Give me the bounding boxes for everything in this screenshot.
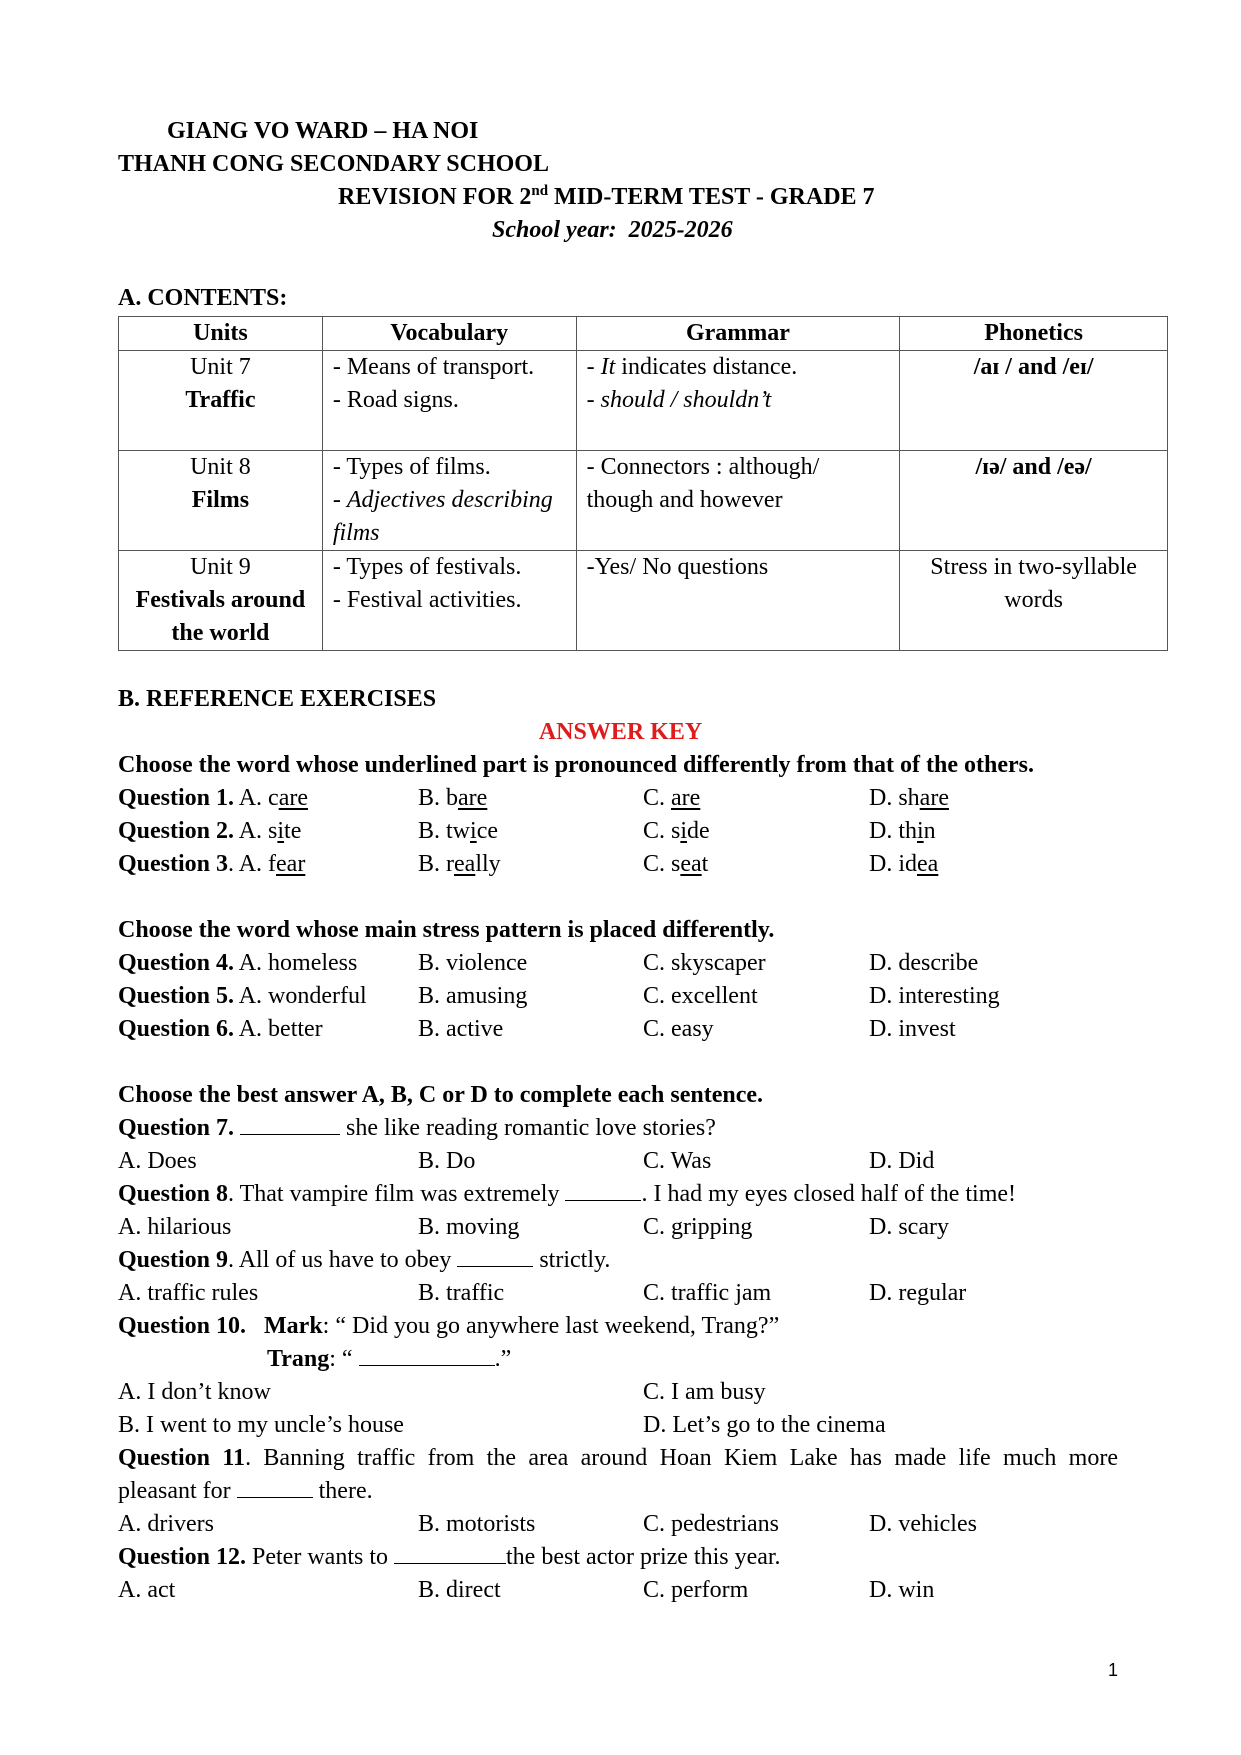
unit-name: Traffic [185,387,256,413]
option-c: C. traffic jam [643,1280,772,1306]
question-8 [118,1178,1016,1211]
grammar-cell: - Connectors : although/ though and however [576,451,900,551]
vocab-cell [322,351,576,451]
option-text: de [687,818,710,844]
option-b: B. Do [418,1148,476,1174]
question-stem: . That vampire film was extremely [228,1181,566,1207]
option-c [643,782,700,815]
vocab-item: - Types of films. [332,454,491,480]
option-c: C. skyscaper [643,950,766,976]
vocab-italic: Adjectives describing films [332,487,553,546]
contents-table [118,316,1168,651]
dialogue-text: .” [494,1346,512,1372]
underlined-part: ea [917,851,939,877]
option-text: D. th [869,818,917,844]
option-c [643,848,708,881]
question-3: Question 3. A. fear [118,851,306,877]
question-stem: strictly. [533,1247,611,1273]
option-a: A. traffic rules [118,1280,259,1306]
option-d: D. describe [869,950,979,976]
dialogue-text: : “ [329,1346,359,1372]
option-c: C. gripping [643,1214,753,1240]
grammar-rest: indicates distance. [615,354,798,380]
page-number: 1 [1108,1660,1119,1680]
question-4 [118,947,357,980]
option-a: A. drivers [118,1511,214,1537]
phonetics-cell: /ɪə/ and /eə/ [900,451,1168,551]
underlined-part: i [680,818,688,844]
question-2 [118,815,301,848]
option-c: C. perform [643,1577,749,1603]
underlined-part: are [458,785,488,811]
question-label: Question 5. [118,983,235,1009]
option-text: te [284,818,302,844]
question-stem: pleasant for [118,1478,237,1504]
question-label: Question 1. [118,785,235,811]
dialogue-reply [267,1343,511,1376]
underlined-part: ea [454,851,476,877]
option-text: A. wonderful [238,983,367,1009]
question-label: Question 9 [118,1247,229,1273]
question-stem: Peter wants to [246,1544,394,1570]
option-text: C. s [643,851,681,877]
option-b: B. direct [418,1577,501,1603]
option-text: t [701,851,709,877]
option-text: B. b [418,785,459,811]
vocab-item: - Festival activities. [332,587,522,613]
answer-blank [240,1114,340,1135]
table-header-row [119,317,1168,351]
question-label: Question 3 [118,851,229,877]
grammar-item: - should / shouldn’t [586,387,772,413]
answer-blank [237,1477,313,1498]
question-9 [118,1244,610,1277]
table-row [119,551,1168,651]
contents-heading: A. CONTENTS: [118,285,288,311]
table-row [119,451,1168,551]
question-label: Question 6. [118,1016,235,1042]
title-sup: nd [531,183,549,199]
option-c: C. easy [643,1016,714,1042]
underlined-part: are [919,785,949,811]
question-stem: . All of us have to obey [228,1247,458,1273]
option-text: A. better [238,1016,323,1042]
underlined-part: i [277,818,285,844]
speaker-trang: Trang [267,1346,330,1372]
option-b [418,815,498,848]
option-text: A. f [238,851,277,877]
grammar-cell [576,351,900,451]
vocab-item: - Road signs. [332,387,459,413]
col-header-grammar: Grammar [576,317,900,351]
option-b: B. active [418,1016,504,1042]
question-label: Question 12. [118,1544,247,1570]
option-b: B. amusing [418,983,528,1009]
option-d: D. invest [869,1016,956,1042]
exercises-heading: B. REFERENCE EXERCISES [118,686,437,712]
vocab-item: - Means of transport. [332,354,535,380]
unit-cell [119,451,323,551]
question-10 [118,1310,779,1343]
question-label: Question 10. [118,1313,247,1339]
question-label: Question 7. [118,1115,235,1141]
answer-blank [359,1345,495,1366]
answer-blank [394,1543,506,1564]
option-a: A. I don’t know [118,1379,271,1405]
option-b: B. traffic [418,1280,505,1306]
question-stem: she like reading romantic love stories? [340,1115,716,1141]
col-header-units: Units [119,317,323,351]
col-header-vocabulary: Vocabulary [322,317,576,351]
col-header-phonetics: Phonetics [900,317,1168,351]
option-b [418,782,487,815]
title-post: MID-TERM TEST - GRADE 7 [548,184,875,210]
underlined-part: ea [680,851,702,877]
option-d: D. regular [869,1280,967,1306]
title-pre: REVISION FOR 2 [338,184,532,210]
option-text: D. sh [869,785,920,811]
question-11-cont [118,1475,373,1508]
option-text: lly [475,851,501,877]
phonetics-cell: /aɪ / and /eɪ/ [900,351,1168,451]
grammar-item: - It indicates distance. [586,354,798,380]
unit-number: Unit 8 [190,454,251,480]
question-label: Question 11 [118,1445,246,1471]
question-label: Question 8 [118,1181,229,1207]
option-d: D. interesting [869,983,1000,1009]
question-12 [118,1541,781,1574]
option-b: B. motorists [418,1511,536,1537]
option-d [869,815,936,848]
option-text: B. tw [418,818,471,844]
school-year [492,214,733,247]
question-6 [118,1013,323,1046]
underlined-part: ear [276,851,306,877]
table-row [119,351,1168,451]
option-c [643,815,710,848]
unit-number: Unit 9 [190,554,251,580]
year-value: 2025-2026 [628,217,733,243]
year-label: School year: [492,217,617,243]
option-d [869,848,938,881]
option-text: A. homeless [238,950,358,976]
test-title [338,181,875,214]
underlined-part: i [470,818,477,844]
speaker-mark: Mark [264,1313,323,1339]
answer-blank [457,1246,533,1267]
question-1 [118,782,308,815]
grammar-italic: It [600,354,616,380]
underlined-part: are [671,785,701,811]
option-a: A. hilarious [118,1214,232,1240]
option-a: A. Does [118,1148,197,1174]
underlined-part: are [278,785,308,811]
option-text: ce [476,818,498,844]
vocab-cell [322,551,576,651]
unit-cell [119,351,323,451]
unit-name: Festivals around the world [135,587,306,646]
school-heading: THANH CONG SECONDARY SCHOOL [118,151,549,177]
underlined-part: i [917,818,924,844]
grammar-cell: -Yes/ No questions [576,551,900,651]
unit-number: Unit 7 [190,354,251,380]
question-stem: the best actor prize this year. [506,1544,781,1570]
question-7 [118,1112,716,1145]
question-11 [118,1442,1118,1475]
option-text: B. r [418,851,454,877]
option-d: D. vehicles [869,1511,977,1537]
option-c: C. I am busy [643,1379,766,1405]
ward-heading: GIANG VO WARD – HA NOI [167,118,479,144]
question-label: Question 4. [118,950,235,976]
option-b: B. I went to my uncle’s house [118,1412,404,1438]
answer-key-heading: ANSWER KEY [538,719,703,745]
option-text: C. [643,785,672,811]
option-b: B. violence [418,950,528,976]
vocab-cell [322,451,576,551]
option-b [418,848,501,881]
option-d: D. scary [869,1214,949,1240]
question-label: Question 2. [118,818,235,844]
option-b: B. moving [418,1214,520,1240]
grammar-italic: should / shouldn’t [600,387,772,413]
answer-blank [565,1180,641,1201]
option-c: C. Was [643,1148,712,1174]
option-text: D. id [869,851,917,877]
option-a: A. act [118,1577,176,1603]
vocab-item: - Adjectives describing films [332,487,553,546]
phonetics-cell: Stress in two-syllable words [900,551,1168,651]
question-stem: there. [312,1478,373,1504]
option-text: A. s [238,818,278,844]
instruction-stress: Choose the word whose main stress pattern is placed differently. [118,917,775,943]
unit-cell [119,551,323,651]
option-text: C. s [643,818,681,844]
unit-name: Films [191,487,250,513]
instruction-pronunciation: Choose the word whose underlined part is pronounced differently from that of the others. [118,752,1034,778]
question-stem: . I had my eyes closed half of the time! [641,1181,1017,1207]
option-d: D. Let’s go to the cinema [643,1412,886,1438]
vocab-item: - Types of festivals. [332,554,522,580]
option-c: C. pedestrians [643,1511,779,1537]
option-c: C. excellent [643,983,758,1009]
option-d: D. win [869,1577,935,1603]
option-d: D. Did [869,1148,935,1174]
question-stem: . Banning traffic from the area around Hoan Kiem Lake has made life much more [245,1445,1118,1471]
dialogue-text: : “ Did you go anywhere last weekend, Trang?” [322,1313,780,1339]
instruction-best-answer: Choose the best answer A, B, C or D to complete each sentence. [118,1082,764,1108]
option-text: n [923,818,936,844]
option-text: A. c [238,785,279,811]
option-d [869,782,949,815]
question-5 [118,980,367,1013]
